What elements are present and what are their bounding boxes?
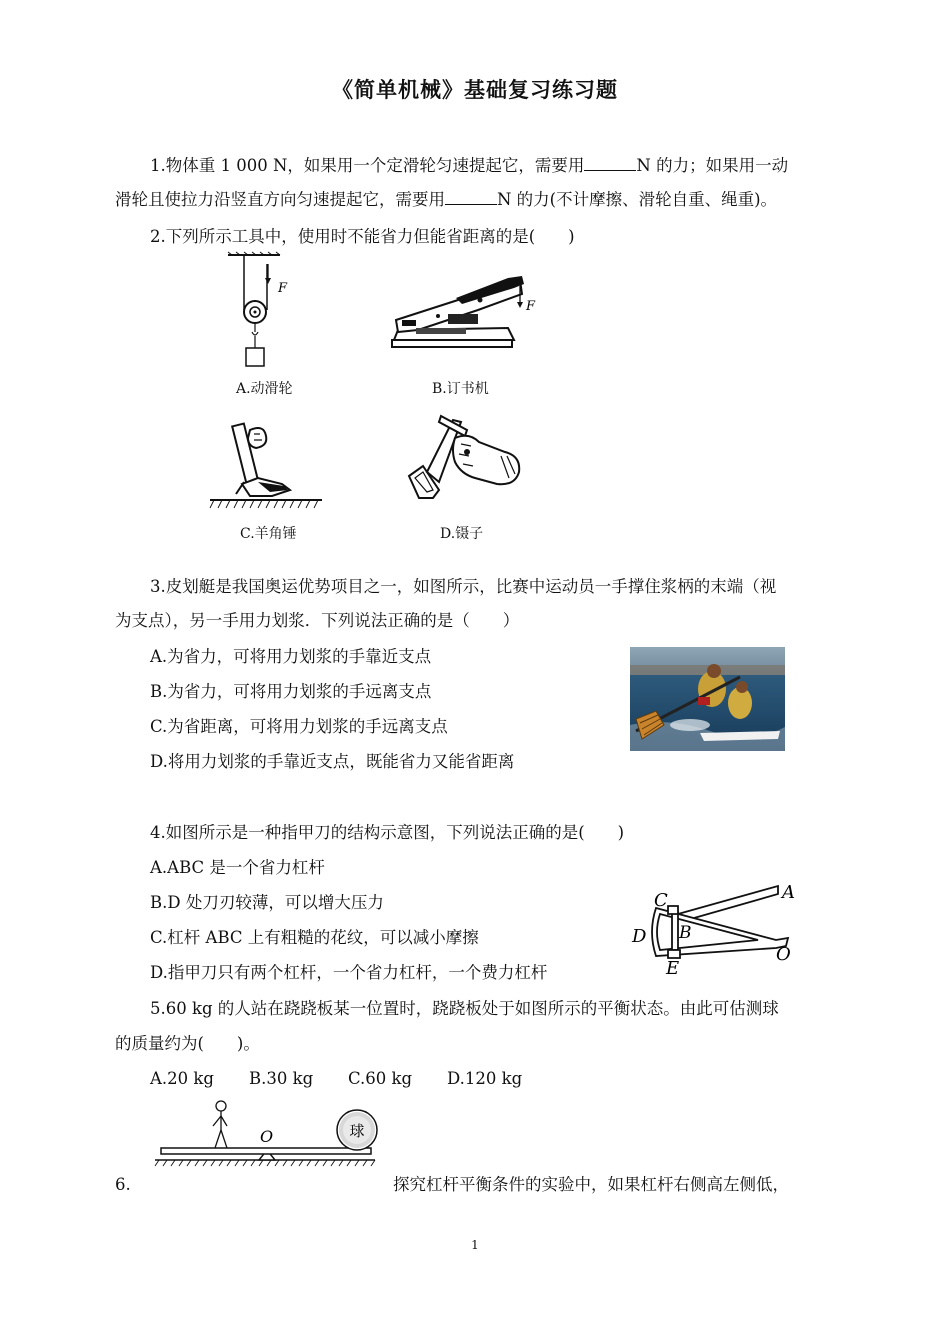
page-number: 1 — [471, 1238, 479, 1252]
q5-line-1: 5.60 kg 的人站在跷跷板某一位置时，跷跷板处于如图所示的平衡状态。由此可估测球 — [150, 999, 779, 1018]
q5-line-2: 的质量约为( )。 — [115, 1034, 260, 1053]
q5-option-d: D.120 kg — [447, 1069, 523, 1088]
caption-b: B.订书机 — [432, 381, 489, 397]
seesaw-diagram — [155, 1096, 387, 1172]
claw-hammer-figure — [210, 412, 325, 516]
q5-option-c: C.60 kg — [348, 1069, 413, 1088]
q1-blank-1 — [584, 155, 636, 171]
q5-option-b: B.30 kg — [249, 1069, 314, 1088]
ball-label: 球 — [349, 1122, 365, 1140]
page-title: 《简单机械》基础复习练习题 — [332, 78, 618, 102]
pulley-figure — [222, 252, 302, 374]
caption-a: A.动滑轮 — [236, 381, 293, 397]
q3-option-c: C.为省距离，可将用力划浆的手远离支点 — [150, 717, 448, 736]
force-label-a: F — [278, 281, 288, 296]
q3-line-1: 3.皮划艇是我国奥运优势项目之一，如图所示，比赛中运动员一手撑住浆柄的末端（视 — [150, 577, 777, 596]
q6-text: 探究杠杆平衡条件的实验中，如果杠杆右侧高左侧低， — [393, 1175, 789, 1194]
q1-text-c: 滑轮且使拉力沿竖直方向匀速提起它，需要用 — [115, 190, 445, 209]
tweezers-figure — [405, 412, 525, 512]
label-d: D — [632, 926, 647, 947]
q6-number: 6. — [115, 1175, 131, 1194]
nail-clipper-diagram — [628, 878, 803, 978]
q1-text-a: 1.物体重 1 000 N，如果用一个定滑轮匀速提起它，需要用 — [150, 156, 585, 175]
caption-c: C.羊角锤 — [240, 526, 297, 542]
q4-option-d: D.指甲刀只有两个杠杆，一个省力杠杆，一个费力杠杆 — [150, 963, 548, 982]
q3-option-a: A.为省力，可将用力划浆的手靠近支点 — [150, 647, 432, 666]
pivot-label: O — [260, 1127, 274, 1146]
q1-text-b: N 的力；如果用一动 — [636, 156, 789, 175]
q2-stem: 2.下列所示工具中，使用时不能省力但能省距离的是( ) — [150, 227, 575, 246]
stapler-figure — [388, 270, 538, 360]
q1-line-2 — [115, 189, 777, 211]
q4-stem: 4.如图所示是一种指甲刀的结构示意图，下列说法正确的是( ) — [150, 823, 625, 842]
q3-line-2: 为支点），另一手用力划浆．下列说法正确的是（ ） — [115, 611, 520, 630]
q3-option-b: B.为省力，可将用力划浆的手远离支点 — [150, 682, 432, 701]
label-c: C — [654, 890, 668, 911]
q4-option-c: C.杠杆 ABC 上有粗糙的花纹，可以减小摩擦 — [150, 928, 479, 947]
q4-option-b: B.D 处刀刃较薄，可以增大压力 — [150, 893, 384, 912]
label-e: E — [666, 958, 680, 979]
label-b: B — [679, 923, 692, 943]
q3-option-d: D.将用力划浆的手靠近支点，既能省力又能省距离 — [150, 752, 515, 771]
q1-text-d: N 的力(不计摩擦、滑轮自重、绳重)。 — [497, 190, 778, 209]
q1-line-1 — [150, 155, 788, 177]
q1-blank-2 — [445, 189, 497, 205]
kayak-photo — [630, 647, 785, 751]
q5-options — [150, 1068, 522, 1090]
caption-d: D.镊子 — [440, 526, 484, 542]
q5-option-a: A.20 kg — [150, 1069, 214, 1088]
label-a: A — [782, 882, 795, 903]
q4-option-a: A.ABC 是一个省力杠杆 — [150, 858, 325, 877]
label-o: O — [776, 944, 791, 965]
force-label-b: F — [526, 299, 536, 314]
